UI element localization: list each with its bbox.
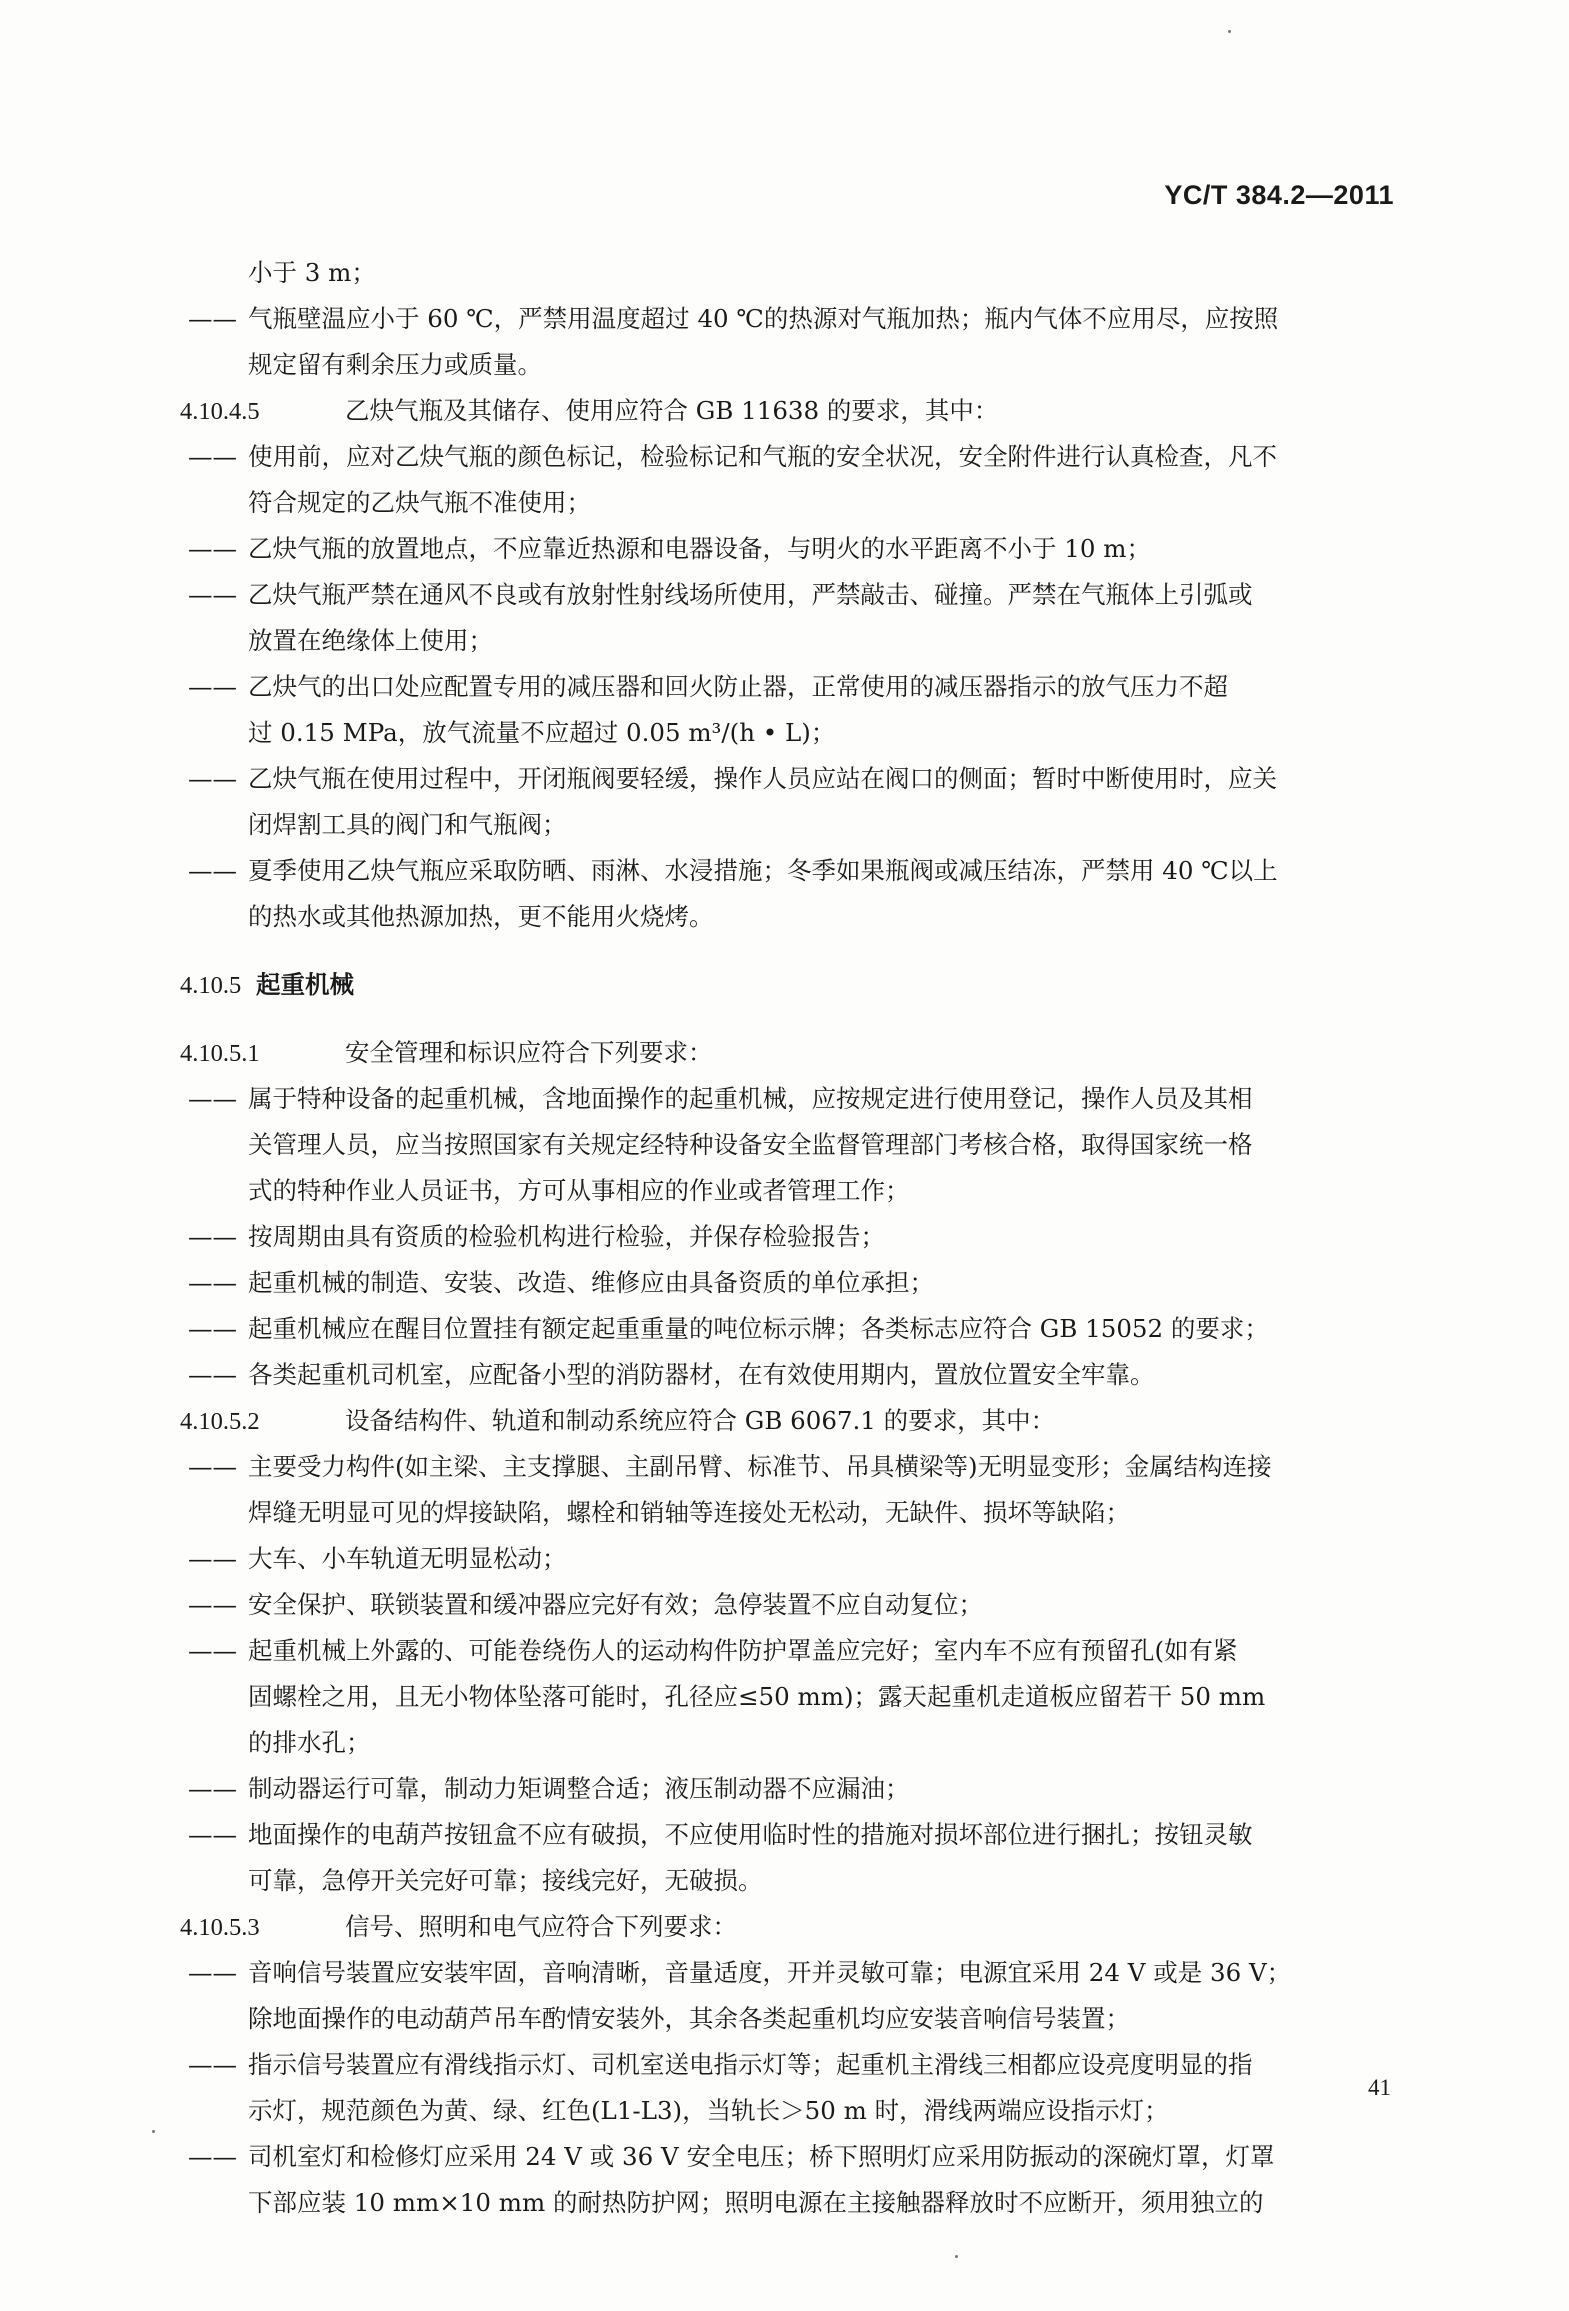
list-item-line: 起重机械的制造、安装、改造、维修应由具备资质的单位承担； — [248, 1268, 934, 1297]
list-item — [180, 1306, 1405, 1352]
list-item — [180, 1628, 1405, 1766]
dash-bullet: —— — [188, 1222, 237, 1251]
list-item-line: 除地面操作的电动葫芦吊车酌情安装外，其余各类起重机均应安装音响信号装置； — [248, 2004, 1130, 2033]
dash-bullet: —— — [188, 2050, 237, 2079]
dash-bullet: —— — [188, 1636, 237, 1665]
list-item — [180, 1352, 1405, 1398]
list-item — [180, 1444, 1405, 1536]
dash-bullet: —— — [188, 1820, 237, 1849]
list-item-line: 固螺栓之用，且无小物体坠落可能时，孔径应≤50 mm)；露天起重机走道板应留若干 50 mm — [248, 1682, 1266, 1711]
list-item-line: 起重机械上外露的、可能卷绕伤人的运动构件防护罩盖应完好；室内车不应有预留孔(如有紧 — [248, 1636, 1238, 1665]
clause-heading — [180, 388, 1405, 434]
list-item — [180, 756, 1405, 848]
list-item — [180, 1812, 1405, 1904]
list-item-line: 的热水或其他热源加热，更不能用火烧烤。 — [248, 902, 714, 931]
list-item — [180, 434, 1405, 526]
list-item-line: 制动器运行可靠，制动力矩调整合适；液压制动器不应漏油； — [248, 1774, 910, 1803]
list-item-line: 气瓶壁温应小于 60 ℃，严禁用温度超过 40 ℃的热源对气瓶加热；瓶内气体不应用尽，应按照 — [248, 304, 1279, 333]
dash-bullet: —— — [188, 2142, 237, 2171]
list-item-line: 示灯，规范颜色为黄、绿、红色(L1-L3)，当轨长＞50 m 时，滑线两端应设指示灯； — [248, 2096, 1169, 2125]
list-item-line: 起重机械应在醒目位置挂有额定起重重量的吨位标示牌；各类标志应符合 GB 15052 的要求； — [248, 1314, 1269, 1343]
list-item — [180, 1536, 1405, 1582]
list-item-line: 乙炔气瓶的放置地点，不应靠近热源和电器设备，与明火的水平距离不小于 10 m； — [248, 534, 1151, 563]
dash-bullet: —— — [188, 1452, 237, 1481]
list-item-line: 焊缝无明显可见的焊接缺陷，螺栓和销轴等连接处无松动，无缺件、损坏等缺陷； — [248, 1498, 1130, 1527]
list-item-line: 指示信号装置应有滑线指示灯、司机室送电指示灯等；起重机主滑线三相都应设亮度明显的指 — [248, 2050, 1253, 2079]
dash-bullet: —— — [188, 1590, 237, 1619]
dash-bullet: —— — [188, 672, 237, 701]
section-title: 起重机械 — [256, 970, 354, 999]
list-item-line: 放置在绝缘体上使用； — [248, 626, 493, 655]
clause-heading — [180, 1030, 1405, 1076]
list-item-line: 安全保护、联锁装置和缓冲器应完好有效；急停装置不应自动复位； — [248, 1590, 983, 1619]
clause-heading — [180, 1398, 1405, 1444]
list-item — [180, 296, 1405, 388]
list-item — [180, 1260, 1405, 1306]
list-item — [180, 848, 1405, 940]
scan-speck — [152, 2130, 155, 2133]
clause-heading — [180, 1904, 1405, 1950]
clause-number: 4.10.4.5 — [180, 398, 260, 425]
list-item-line: 闭焊割工具的阀门和气瓶阀； — [248, 810, 567, 839]
dash-bullet: —— — [188, 1958, 237, 1987]
continuation-line: 小于 3 m； — [248, 258, 376, 287]
list-item-line: 乙炔气瓶严禁在通风不良或有放射性射线场所使用，严禁敲击、碰撞。严禁在气瓶体上引弧或 — [248, 580, 1253, 609]
clause-text: 乙炔气瓶及其储存、使用应符合 GB 11638 的要求，其中： — [345, 396, 999, 425]
list-item — [180, 2134, 1405, 2226]
list-item-line: 属于特种设备的起重机械，含地面操作的起重机械，应按规定进行使用登记，操作人员及其相 — [248, 1084, 1253, 1113]
dash-bullet: —— — [188, 1268, 237, 1297]
dash-bullet: —— — [188, 304, 237, 333]
list-item-line: 过 0.15 MPa，放气流量不应超过 0.05 m³/(h • L)； — [248, 718, 836, 747]
document-body — [180, 250, 1405, 2226]
clause-text: 设备结构件、轨道和制动系统应符合 GB 6067.1 的要求，其中： — [345, 1406, 1056, 1435]
dash-bullet: —— — [188, 442, 237, 471]
list-item-line: 司机室灯和检修灯应采用 24 V 或 36 V 安全电压；桥下照明灯应采用防振动的深碗灯罩，灯罩 — [248, 2142, 1275, 2171]
list-item-line: 大车、小车轨道无明显松动； — [248, 1544, 567, 1573]
list-item — [180, 572, 1405, 664]
list-item-line: 夏季使用乙炔气瓶应采取防晒、雨淋、水浸措施；冬季如果瓶阀或减压结冻，严禁用 40 ℃以上 — [248, 856, 1278, 885]
dash-bullet: —— — [188, 764, 237, 793]
dash-bullet: —— — [188, 580, 237, 609]
standard-code: YC/T 384.2—2011 — [1164, 180, 1394, 210]
list-item-line: 可靠，急停开关完好可靠；接线完好，无破损。 — [248, 1866, 763, 1895]
scan-speck — [955, 2255, 958, 2258]
list-item-line: 乙炔气瓶在使用过程中，开闭瓶阀要轻缓，操作人员应站在阀口的侧面；暂时中断使用时，应关 — [248, 764, 1277, 793]
clause-number: 4.10.5.1 — [180, 1040, 260, 1067]
list-item-line: 符合规定的乙炔气瓶不准使用； — [248, 488, 591, 517]
list-item — [180, 1582, 1405, 1628]
list-item-line: 式的特种作业人员证书，方可从事相应的作业或者管理工作； — [248, 1176, 910, 1205]
dash-bullet: —— — [188, 1774, 237, 1803]
list-item-line: 乙炔气的出口处应配置专用的减压器和回火防止器，正常使用的减压器指示的放气压力不超 — [248, 672, 1228, 701]
list-item-line: 规定留有剩余压力或质量。 — [248, 350, 542, 379]
list-item-line: 音响信号装置应安装牢固，音响清晰，音量适度，开并灵敏可靠；电源宜采用 24 V 或是 36 V； — [248, 1958, 1292, 1987]
list-item — [180, 1076, 1405, 1214]
clause-number: 4.10.5.3 — [180, 1914, 260, 1941]
list-item-line: 地面操作的电葫芦按钮盒不应有破损，不应使用临时性的措施对损坏部位进行捆扎；按钮灵敏 — [248, 1820, 1253, 1849]
list-item-line: 的排水孔； — [248, 1728, 371, 1757]
section-heading — [180, 962, 1405, 1008]
list-item-line: 使用前，应对乙炔气瓶的颜色标记，检验标记和气瓶的安全状况，安全附件进行认真检查，凡不 — [248, 442, 1277, 471]
dash-bullet: —— — [188, 1544, 237, 1573]
list-item-line: 关管理人员，应当按照国家有关规定经特种设备安全监督管理部门考核合格，取得国家统一格 — [248, 1130, 1253, 1159]
list-item — [180, 1214, 1405, 1260]
dash-bullet: —— — [188, 1084, 237, 1113]
dash-bullet: —— — [188, 1314, 237, 1343]
list-item — [180, 526, 1405, 572]
list-item-line: 按周期由具有资质的检验机构进行检验，并保存检验报告； — [248, 1222, 885, 1251]
dash-bullet: —— — [188, 534, 237, 563]
clause-text: 安全管理和标识应符合下列要求： — [345, 1038, 713, 1067]
dash-bullet: —— — [188, 856, 237, 885]
list-item — [180, 2042, 1405, 2134]
dash-bullet: —— — [188, 1360, 237, 1389]
list-item — [180, 1950, 1405, 2042]
list-item-line: 各类起重机司机室，应配备小型的消防器材，在有效使用期内，置放位置安全牢靠。 — [248, 1360, 1155, 1389]
list-item-line: 主要受力构件(如主梁、主支撑腿、主副吊臂、标准节、吊具横梁等)无明显变形；金属结构连接 — [248, 1452, 1272, 1481]
clause-text: 信号、照明和电气应符合下列要求： — [345, 1912, 737, 1941]
clause-number: 4.10.5.2 — [180, 1408, 260, 1435]
scan-speck — [1228, 30, 1231, 33]
list-item-line: 下部应装 10 mm×10 mm 的耐热防护网；照明电源在主接触器释放时不应断开，须用独立的 — [248, 2188, 1264, 2217]
page-number: 41 — [1368, 2075, 1391, 2100]
section-number: 4.10.5 — [180, 972, 242, 999]
list-item — [180, 664, 1405, 756]
list-item — [180, 1766, 1405, 1812]
